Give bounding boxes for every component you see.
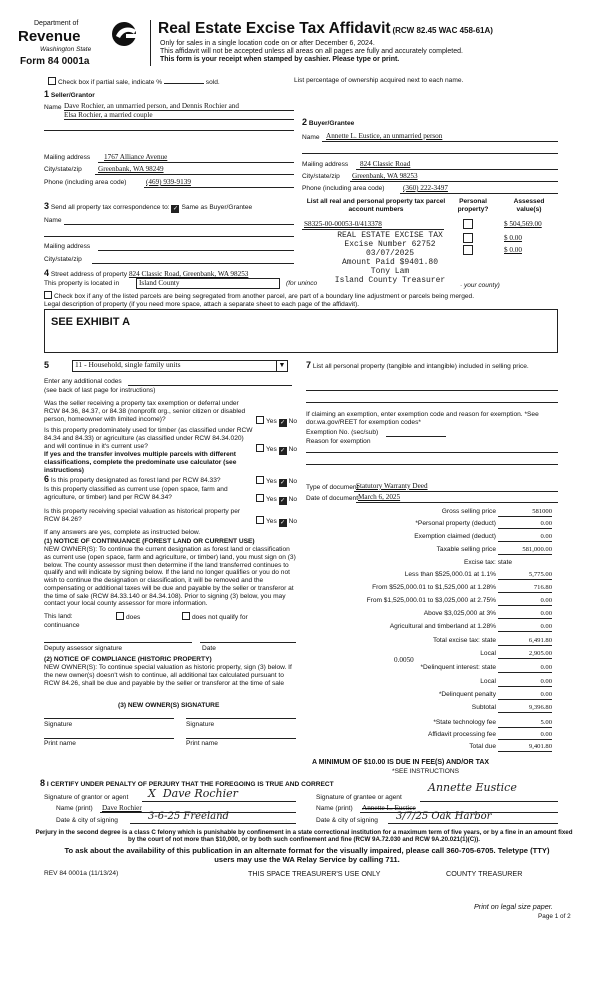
q1-yes-checkbox[interactable] [256, 416, 264, 424]
header-line-1: Only for sales in a single location code on or after December 6, 2024. [160, 40, 375, 47]
grantee-date-city[interactable]: 3/7/25 Oak Harbor [396, 811, 492, 822]
deputy-signature-label: Deputy assessor signature [44, 645, 123, 652]
calc-row-label: Gross selling price [441, 508, 496, 515]
dor-logo [18, 16, 144, 72]
sec4-label: Street address of property [50, 271, 128, 278]
forest-yes-checkbox[interactable] [256, 476, 264, 484]
calc-row-label: *Delinquent penalty [438, 691, 496, 698]
property-address[interactable]: 824 Classic Road, Greenbank, WA 98253 [128, 270, 249, 278]
historic-no: No [288, 518, 298, 525]
doc-type-label: Type of document [306, 484, 359, 491]
calc-row [306, 508, 560, 518]
notice-continuance-title: (1) NOTICE OF CONTINUANCE (FOREST LAND OR CURRENT USE) [44, 538, 255, 545]
sec1-title: Seller/Grantor [50, 92, 95, 99]
notice-compliance-title: (2) NOTICE OF COMPLIANCE (HISTORIC PROPERTY) [44, 656, 212, 663]
calc-row [306, 597, 560, 607]
calc-row-value[interactable]: 9,396.80 [498, 704, 552, 713]
stamp-line-6: Island County Treasurer [334, 275, 446, 285]
sec2-title: Buyer/Grantee [308, 120, 355, 127]
calc-row-label: Above $3,025,000 at 3% [423, 610, 496, 617]
sec7-text: List all personal property (tangible and intangible) included in selling price. [312, 363, 529, 370]
buyer-address[interactable]: 824 Classic Road [360, 160, 411, 168]
stamp-line-2: Excise Number 62752 [344, 239, 436, 249]
forest-question: Is this property designated as forest land per RCW 84.33? [50, 477, 221, 484]
sec3-name-label: Name [44, 217, 62, 224]
historic-no-checkbox[interactable]: ✓ [280, 520, 286, 526]
unincorporated-label: (for uninco [286, 280, 318, 287]
ownership-note: List percentage of ownership acquired next to each name. [294, 77, 464, 84]
calc-row-label: *State technology fee [433, 719, 496, 726]
notice-continuance-text: NEW OWNER(S): To continue the current designation as forest land or classification as current use (open space, farm and agriculture, or timber) land, you must sign on (3) below. The county assessor must then determine if the land transferred continues to qualify and will indicate by signing below. If the land no longer qualifies or you do not wish to continue the designation or classification, it will be removed and the compensating or additional taxes will be due and payable by the seller or transferor at the time of sale (RCW 84.33.140 or 84.34.108). Prior to signing (3) below, you may contact your local county assessor for more information. [44, 546, 296, 608]
assessed-value-2[interactable]: $ 0.00 [504, 234, 522, 242]
calc-row [306, 559, 560, 569]
does-not-qualify-checkbox[interactable] [182, 612, 190, 620]
sec2-number: 2 [302, 117, 308, 127]
seller-name-1[interactable]: Dave Rochier, an unmarried person, and Dennis Rochier and [64, 102, 294, 111]
sec6-number: 6 [44, 474, 50, 484]
rev-number: REV 84 0001a (11/13/24) [44, 870, 119, 877]
calc-row [306, 704, 560, 714]
seller-name-2[interactable]: Elsa Rochier, a married couple [64, 111, 294, 120]
buyer-phone-label: Phone (including area code) [302, 185, 385, 192]
seller-city[interactable]: Greenbank, WA 98249 [98, 165, 164, 173]
land-use-select[interactable] [72, 360, 288, 372]
minimum-due: A MINIMUM OF $10.00 IS DUE IN FEE(S) AND/OR TAX [312, 759, 490, 766]
same-as-buyer-checkbox[interactable]: ✓ [172, 206, 178, 212]
calc-row [306, 571, 560, 581]
seller-city-label: City/state/zip [44, 166, 82, 173]
reason-label: Reason for exemption [306, 438, 371, 445]
new-owner-signature-title: (3) NEW OWNER(S) SIGNATURE [118, 702, 220, 709]
owner-print-label-2: Print name [186, 740, 218, 747]
historic-question: Is this property receiving special valuation as historical property per RCW 84.26? [44, 508, 241, 523]
calc-row-value[interactable]: 9,401.80 [498, 743, 552, 752]
grantor-date-city[interactable]: 3-6-25 Freeland [148, 811, 229, 822]
calc-row-value[interactable]: 6,491.80 [498, 637, 552, 646]
calc-row [306, 546, 560, 556]
calc-row-value[interactable]: 5.00 [498, 719, 552, 728]
does-not-qualify-label: does not qualify for [192, 614, 248, 621]
form-title: Real Estate Excise Tax Affidavit [158, 20, 391, 37]
q1-yes: Yes [266, 418, 277, 425]
calc-row [306, 743, 560, 753]
calc-row-label: *Personal property (deduct) [415, 520, 496, 527]
sec3-city-label: City/state/zip [44, 256, 82, 263]
assessed-value-1[interactable]: $ 504,569.00 [504, 220, 542, 228]
seller-phone-label: Phone (including area code) [44, 179, 127, 186]
owner-signature-label-1: Signature [44, 721, 73, 728]
parcel-number-1[interactable]: S8325-00-00053-0/413378 [304, 220, 382, 228]
q2-no: No [288, 446, 298, 453]
calc-row-label: Subtotal [471, 704, 496, 711]
continuance-label: continuance [44, 622, 80, 629]
calc-row-value[interactable]: 2,905.00 [498, 650, 552, 659]
buyer-name-label: Name [302, 134, 320, 141]
sec7-number: 7 [306, 360, 312, 370]
calc-row-value[interactable]: 0.00 [498, 678, 552, 687]
calc-row-label: Total excise tax: state [432, 637, 496, 644]
grantee-name[interactable]: Annette L. Eustice [362, 804, 416, 812]
seller-address[interactable]: 1767 Alliance Avenue [104, 153, 168, 161]
calc-row-label: *Delinquent interest: state [420, 664, 496, 671]
calc-row-label: Affidavit processing fee [427, 731, 496, 738]
calc-row [306, 520, 560, 530]
owner-print-label-1: Print name [44, 740, 76, 747]
alternate-format: To ask about the availability of this publication in an alternate format for the visually impaired, please call 360-705-6705. Teletype (TTY) users may use the WA Relay Service by calling 711. [64, 846, 550, 864]
located-label: This property is located in [44, 280, 120, 287]
current-use-yes-checkbox[interactable] [256, 494, 264, 502]
calc-row-label: Local [480, 650, 496, 657]
calc-row-label: Local [480, 678, 496, 685]
calc-row-value[interactable]: 0.00 [498, 623, 552, 632]
perjury-notice: Perjury in the second degree is a class C felony which is punishable by confinement in a state correctional institution for a maximum term of five years, or by a fine in an amount fixed by the court of not more than $10,000, or by both such confinement and fine (RCW 9A.72.030 and RCW 9A.20.021(1)(C)). [35, 829, 573, 844]
partial-sale-checkbox[interactable] [48, 77, 56, 85]
dept-big: Revenue [18, 28, 81, 45]
calc-row-label: From $1,525,000.01 to $3,025,000 at 2.75% [366, 597, 496, 604]
calc-row-value[interactable]: 0.00 [498, 610, 552, 619]
forest-yes: Yes [266, 478, 277, 485]
sec3-text: Send all property tax correspondence to: [50, 204, 170, 211]
additional-codes-note: (see back of last page for instructions) [44, 387, 156, 394]
historic-yes-checkbox[interactable] [256, 516, 264, 524]
calc-row [306, 610, 560, 620]
grantor-name-label: Name (print) [56, 805, 93, 812]
chevron-down-icon[interactable]: ▼ [276, 361, 287, 371]
exemption-question: Was the seller receiving a property tax exemption or deferral under RCW 84.36, 84.37, or 84.38 (nonprofit org., senior citizen or disabled person, homeowner with limited income)? [44, 400, 246, 423]
grantee-name-label: Name (print) [316, 805, 353, 812]
calc-row-label: Excise tax: state [463, 559, 512, 566]
current-use-question: Is this property classified as current use (open space, farm and agriculture, or timber) land per RCW 84.34? [44, 486, 228, 501]
see-instructions: *SEE INSTRUCTIONS [392, 768, 460, 775]
assessed-header: Assessed value(s) [513, 198, 545, 213]
calc-row-value[interactable]: 581,000.00 [498, 546, 552, 555]
same-as-buyer-label: Same as Buyer/Grantee [181, 204, 253, 211]
calc-row [306, 691, 560, 701]
legal-description-label: Legal description of property (if you need more space, attach a separate sheet to each page of the affidavit). [44, 301, 360, 308]
state-name: Washington State [40, 46, 92, 53]
sec8-number: 8 [40, 778, 46, 788]
seller-phone[interactable]: (469) 939-9139 [146, 178, 191, 186]
county-select[interactable] [136, 278, 280, 289]
calc-row [306, 623, 560, 633]
calc-row-label: Taxable selling price [436, 546, 496, 553]
calc-row [306, 533, 560, 543]
legal-paper-note: Print on legal size paper. [474, 902, 553, 911]
doc-date[interactable]: March 6, 2025 [358, 493, 401, 501]
segregated-checkbox[interactable] [44, 291, 52, 299]
grantor-signature[interactable]: X Dave Rochier [148, 787, 238, 800]
buyer-city[interactable]: Greenbank, WA 98253 [352, 172, 418, 180]
parcel-header: List all real and personal property tax parcel account numbers [306, 198, 446, 213]
personal-prop-header: Personal property? [457, 198, 489, 213]
notice-compliance-text: NEW OWNER(S): To continue special valuation as historic property, sign (3) below. If the new owner(s) doesn't wish to continue, all additional tax calculated pursuant to RCW 84.26, shall be due and payable by the seller or transferor at the time of sale [44, 664, 292, 687]
sec5-number: 5 [44, 360, 50, 370]
calc-row [306, 637, 560, 647]
sec3-addr-label: Mailing address [44, 243, 91, 250]
owner-signature-label-2: Signature [186, 721, 215, 728]
q2-yes: Yes [266, 446, 277, 453]
stamp-line-5: Tony Lam [370, 266, 410, 276]
calc-row-value[interactable]: 0.00 [498, 731, 552, 740]
calc-row [306, 584, 560, 594]
grantor-date-label: Date & city of signing [56, 817, 118, 824]
calc-row-label: Exemption claimed (deduct) [414, 533, 496, 540]
grantee-signature[interactable]: Annette Eustice [428, 781, 517, 794]
local-rate: 0.0050 [394, 656, 414, 664]
calc-row-value[interactable]: 581000 [498, 508, 552, 517]
page-number: Page 1 of 2 [538, 913, 571, 920]
calc-row-label: Less than $525,000.01 at 1.1% [404, 571, 496, 578]
does-label: does [126, 614, 141, 621]
exemption-number-label: Exemption No. (sec/sub) [306, 429, 379, 436]
exemption-claim-text: If claiming an exemption, enter exemption code and reason for exemption. *See dor.wa.gov/REET for exemption codes* [306, 411, 539, 426]
partial-sale-sold: sold. [205, 79, 220, 86]
see-exhibit-a: SEE EXHIBIT A [51, 316, 131, 328]
buyer-city-label: City/state/zip [302, 173, 340, 180]
dept-small: Department of [34, 20, 79, 27]
q2-no-checkbox[interactable]: ✓ [280, 448, 286, 454]
form-number: Form 84 0001a [20, 56, 90, 67]
q2-yes-checkbox[interactable] [256, 444, 264, 452]
forest-no-checkbox[interactable]: ✓ [280, 480, 286, 486]
doc-type[interactable]: Statutory Warranty Deed [356, 482, 428, 490]
does-qualify-checkbox[interactable] [116, 612, 124, 620]
personal-property-checkbox-2[interactable] [463, 233, 473, 243]
additional-codes-label: Enter any additional codes [44, 378, 122, 385]
calc-row-value[interactable]: 5,775.00 [498, 571, 552, 580]
stamp-by: · your county) [460, 282, 500, 289]
sec1-number: 1 [44, 89, 50, 99]
current-use-no-checkbox[interactable]: ✓ [280, 498, 286, 504]
answers-yes-note: If any answers are yes, complete as instructed below. [44, 529, 201, 536]
certify-text: I CERTIFY UNDER PENALTY OF PERJURY THAT THE FOREGOING IS TRUE AND CORRECT [46, 781, 334, 788]
current-use-no: No [288, 496, 298, 503]
calc-row-value[interactable]: 0.00 [498, 664, 552, 673]
buyer-addr-label: Mailing address [302, 161, 349, 168]
calc-row [306, 664, 560, 674]
treasurer-use-label: THIS SPACE TREASURER'S USE ONLY [248, 869, 381, 878]
calc-row [306, 678, 560, 688]
sec4-number: 4 [44, 268, 50, 278]
seller-addr-label: Mailing address [44, 154, 91, 161]
this-land-label: This land: [44, 613, 73, 620]
county-value: Island County [139, 279, 180, 287]
header-line-3: This form is your receipt when stamped by cashier. Please type or print. [160, 56, 400, 63]
calc-row-label: From $525,000.01 to $1,525,000 at 1.28% [372, 584, 496, 591]
current-use-yes: Yes [266, 496, 277, 503]
calc-row-value[interactable]: 0.00 [498, 691, 552, 700]
stamp-line-3: 03/07/2025 [365, 248, 414, 258]
calc-row-value[interactable]: 716.80 [498, 584, 552, 593]
calc-row-label: Total due [469, 743, 496, 750]
partial-sale-label: Check box if partial sale, indicate % [58, 79, 163, 86]
calc-row [306, 719, 560, 729]
calc-row-value[interactable]: 0.00 [498, 533, 552, 542]
county-treasurer-label: COUNTY TREASURER [446, 869, 523, 878]
historic-yes: Yes [266, 518, 277, 525]
sec3-number: 3 [44, 201, 50, 211]
buyer-name[interactable]: Annette L. Eustice, an unmarried person [326, 132, 443, 140]
calc-row-label: Agricultural and timberland at 1.28% [389, 623, 496, 630]
timber-question: Is this property predominately used for timber (as classified under RCW 84.34 and 84.33) or agriculture (as classified under RCW 84.34.020) and will continue in it's current use? [44, 427, 253, 450]
forest-no: No [288, 478, 298, 485]
personal-property-checkbox-1[interactable] [463, 219, 473, 229]
header-line-2: This affidavit will not be accepted unless all areas on all pages are fully and accurately completed. [160, 48, 463, 55]
stamp-line-4: Amount Paid $9401.80 [341, 257, 438, 267]
segregated-label: Check box if any of the listed parcels are being segregated from another parcel, are part of a boundary line adjustment or parcels being merged. [54, 293, 475, 300]
deputy-date-label: Date [202, 645, 216, 652]
calc-row [306, 650, 560, 660]
calc-row-value[interactable]: 0.00 [498, 520, 552, 529]
calc-row-value[interactable]: 0.00 [498, 597, 552, 606]
doc-date-label: Date of document [306, 495, 359, 502]
q1-no-checkbox[interactable]: ✓ [280, 420, 286, 426]
seller-name-label: Name [44, 104, 62, 111]
personal-property-checkbox-3[interactable] [463, 245, 473, 255]
land-use-value: 11 - Household, single family units [75, 360, 181, 369]
calc-row [306, 731, 560, 741]
legal-description-box[interactable] [44, 309, 558, 353]
timber-multi-note: If yes and the transfer involves multiple parcels with different classifications, complete the predominate use calculator (see instructions) [44, 451, 237, 474]
q1-no: No [288, 418, 298, 425]
stamp-line-1: REAL ESTATE EXCISE TAX [337, 231, 443, 240]
buyer-phone[interactable]: (360) 222-3497 [403, 184, 448, 192]
grantee-sig-label: Signature of grantee or agent [316, 794, 402, 801]
assessed-value-3[interactable]: $ 0.00 [504, 246, 522, 254]
treasurer-stamp [322, 232, 458, 286]
wa-logo-icon [110, 20, 142, 48]
grantor-name[interactable]: Dave Rochier [102, 804, 142, 812]
form-rcw: (RCW 82.45 WAC 458-61A) [392, 26, 493, 35]
grantee-date-label: Date & city of signing [316, 817, 378, 824]
grantor-sig-label: Signature of grantor or agent [44, 794, 129, 801]
